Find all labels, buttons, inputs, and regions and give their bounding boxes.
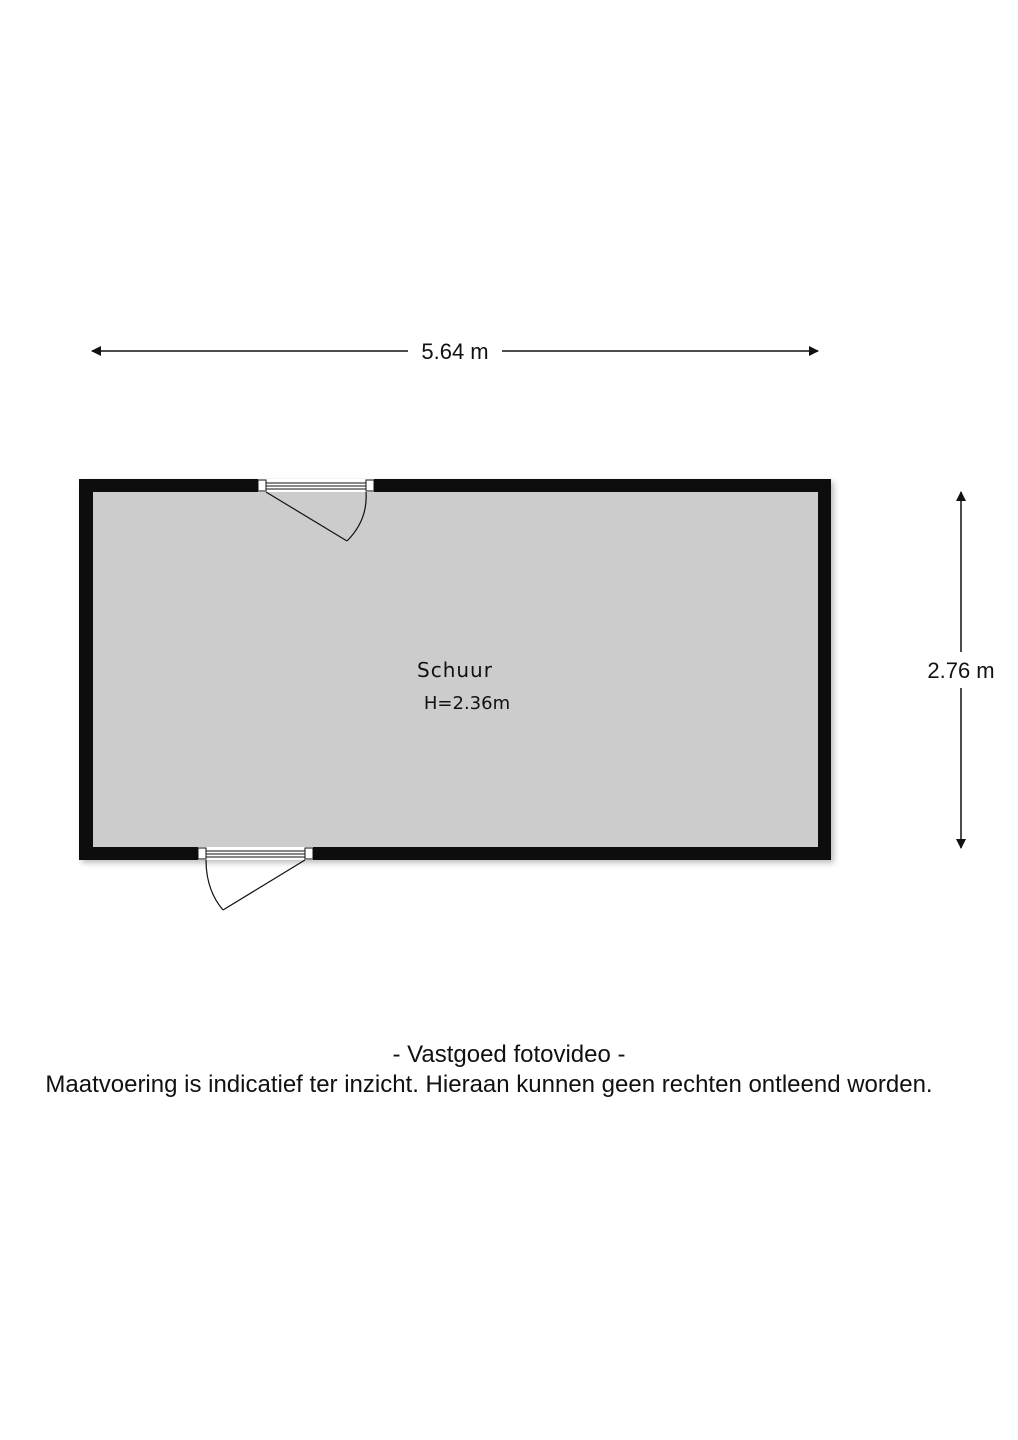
- depth-dimension: [927, 492, 994, 848]
- room-height: H=2.36m: [423, 693, 511, 714]
- width-dimension-label: 5.64 m: [421, 339, 489, 364]
- footer-brand: - Vastgoed fotovideo -: [392, 1041, 626, 1068]
- door-bottom: [198, 847, 313, 910]
- width-dimension: [92, 339, 818, 364]
- depth-dimension-label: 2.76 m: [927, 658, 995, 683]
- room-name: Schuur: [417, 658, 493, 682]
- footer-disclaimer: Maatvoering is indicatief ter inzicht. Hieraan kunnen geen rechten ontleend worden.: [45, 1071, 933, 1098]
